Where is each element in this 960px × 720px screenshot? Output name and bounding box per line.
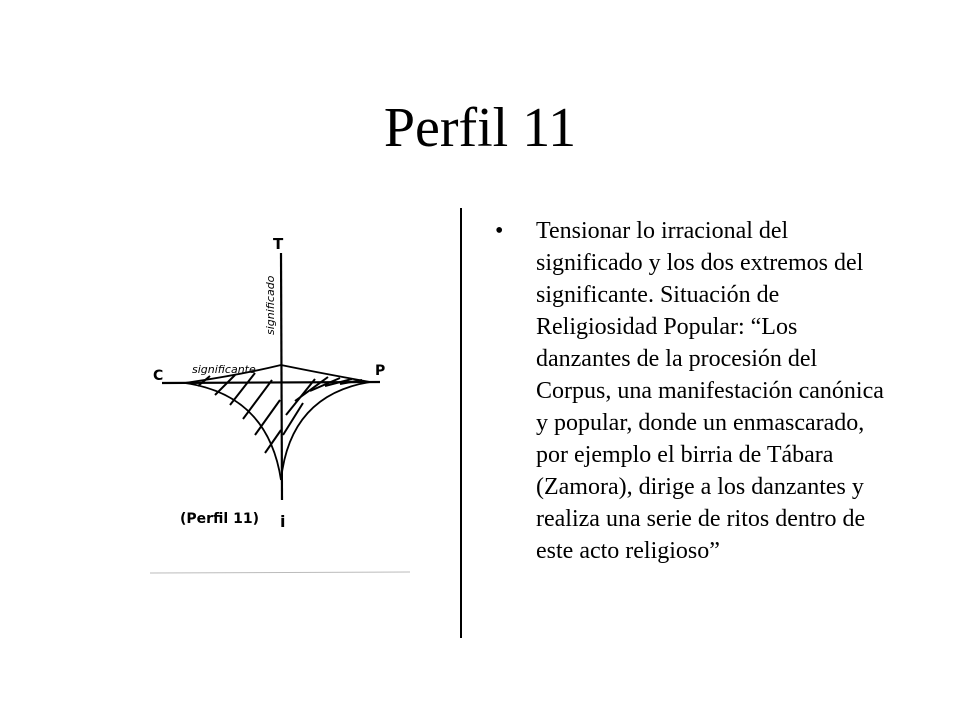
bullet-text: Tensionar lo irracional del significado y los dos extremos del significante. Situación de Religiosidad Popular: “Los danzantes de la procesión del Corpus, una manifestación canónica y popular, donde un enmascarado, por ejemplo el birria de Tábara (Zamora), dirige a los danzantes y realiza una serie de ritos dentro de este acto religioso” xyxy=(536,218,884,564)
significado-label: significado xyxy=(264,275,277,335)
sketch-caption: (Perfil 11) xyxy=(180,511,259,527)
label-right: P xyxy=(375,363,386,379)
bullet-mark: • xyxy=(495,218,504,244)
bullet-list xyxy=(495,215,895,567)
region-hatching xyxy=(198,373,362,453)
bullet-item xyxy=(495,215,895,567)
significante-label: significante xyxy=(192,363,256,376)
scan-edge-line xyxy=(150,572,410,573)
column-divider xyxy=(460,208,462,638)
label-top: T xyxy=(273,235,284,253)
slide-title: Perfil 11 xyxy=(383,97,577,159)
label-left: C xyxy=(153,368,164,384)
profile-sketch xyxy=(140,205,425,605)
vertical-axis xyxy=(281,253,282,500)
region-lower-outline xyxy=(185,382,370,480)
label-bottom: i xyxy=(280,512,286,531)
